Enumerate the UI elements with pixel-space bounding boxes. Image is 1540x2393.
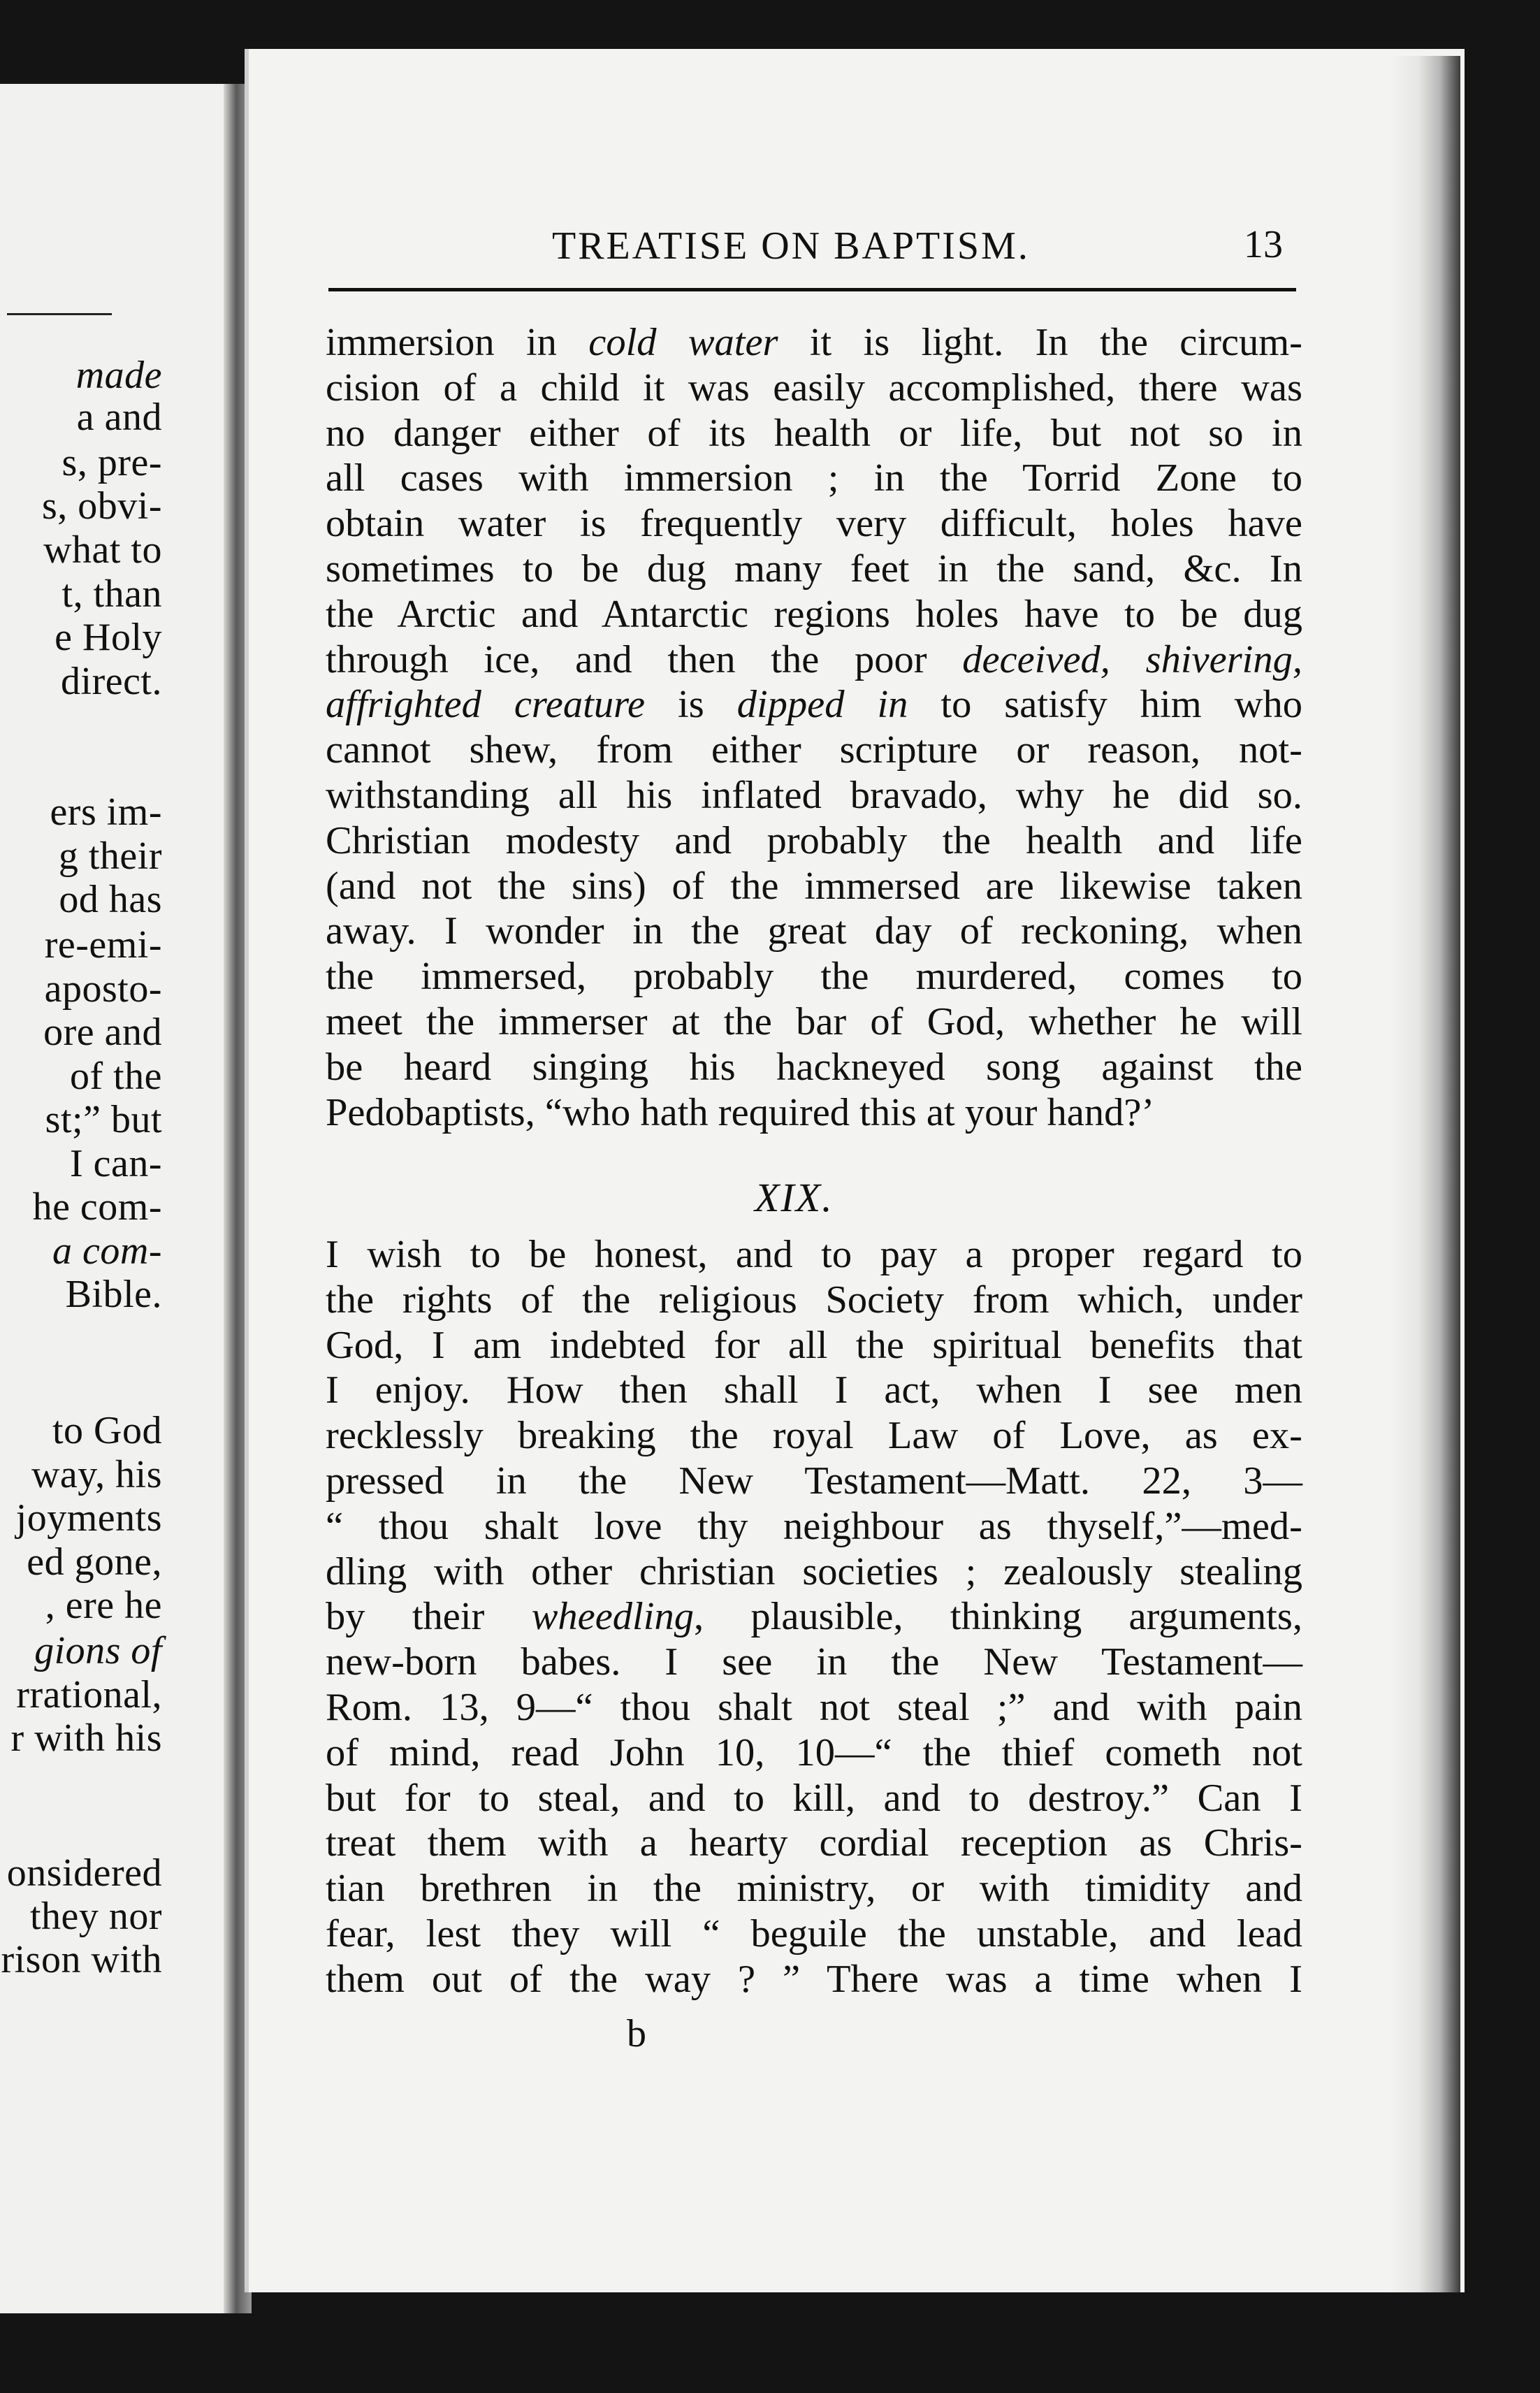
text-run: immersion in [326,321,589,364]
text-run: by their [326,1595,532,1639]
text-line [326,501,1302,546]
text-line [326,1504,1302,1549]
text-run: tian brethren in the ministry, or with timidity and [326,1867,1302,1911]
text-line [326,1911,1302,1956]
text-run: cannot shew, from either scripture or reason, not- [326,728,1302,772]
previous-page-line: e Holy [55,616,162,659]
text-run: it is light. In the circum- [778,321,1302,364]
text-run: Pedobaptists, “who hath required this at your hand?’ [326,1090,1155,1134]
text-run: treat them with a hearty cordial reception as Chris- [326,1821,1302,1865]
previous-page-line: t, than [61,572,162,616]
text-run: the immersed, probably the murdered, comes to [326,955,1302,999]
text-line [326,864,1302,909]
text-line [326,1413,1302,1458]
previous-page-line: , ere he [45,1584,162,1627]
text-line [326,1866,1302,1911]
text-run: God, I am indebted for all the spiritual benefits that [326,1323,1302,1367]
text-run: them out of the way ? ” There was a time when I [326,1957,1302,2001]
text-line [326,320,1302,365]
previous-page-line: r with his [10,1716,162,1760]
text-line [326,411,1302,456]
header-rule [328,288,1296,291]
previous-page-line: ers im- [50,790,162,834]
text-line [326,1640,1302,1684]
previous-page-line: to God [52,1409,162,1452]
text-line [326,1730,1302,1775]
previous-page-line: ore and [43,1011,162,1054]
text-run: , plausible, thinking arguments, [693,1595,1302,1639]
text-line [326,954,1302,999]
text-run: sometimes to be dug many feet in the sand, &c. In [326,547,1302,591]
previous-page-line: way, his [31,1453,162,1496]
text-run: cision of a child it was easily accomplished, there was [326,366,1302,410]
previous-page-header-rule [7,313,112,315]
previous-page-line: ed gone, [27,1540,162,1584]
previous-page-line: they nor [29,1895,162,1938]
text-run: through ice, and then the poor [326,637,963,681]
text-line [326,1090,1302,1135]
previous-page-line: I can- [69,1142,162,1185]
text-line [326,818,1302,863]
text-line [326,1685,1302,1730]
text-run: meet the immerser at the bar of God, whether he will [326,1000,1302,1043]
text-line [326,682,1302,727]
emphasis-text: affrighted creature [326,683,646,727]
previous-page-line: s, pre- [61,441,162,484]
previous-page-line: s, obvi- [42,484,162,528]
previous-page-line: made [75,354,162,397]
previous-page-line: a and [76,396,162,439]
text-run: the rights of the religious Society from which, under [326,1278,1302,1322]
text-run: I enjoy. How then shall I act, when I see men [326,1368,1302,1412]
emphasis-text: deceived, shivering, [962,637,1302,681]
text-run: no danger either of its health or life, but not so in [326,411,1302,455]
previous-page-line: a com- [52,1229,162,1273]
text-line [326,637,1302,682]
text-run: the Arctic and Antarctic regions holes have to be dug [326,592,1302,636]
previous-page-line: of the [69,1055,162,1098]
text-line [326,1323,1302,1368]
previous-page-line: rison with [1,1938,162,1981]
signature-mark: b [627,2012,646,2055]
previous-page-line: what to [43,528,162,572]
previous-page-line: od has [59,878,162,921]
previous-page-line: joyments [15,1496,162,1540]
previous-page-line: onsidered [6,1851,162,1895]
text-line [326,1459,1302,1503]
text-line [326,592,1302,637]
text-run: obtain water is frequently very difficult, holes have [326,502,1302,546]
text-line [326,1368,1302,1412]
text-line [326,999,1302,1044]
running-title: TREATISE ON BAPTISM. [552,224,1030,268]
text-run: but for to steal, and to kill, and to destroy.” Can I [326,1776,1302,1820]
text-line [326,456,1302,500]
text-line [326,1594,1302,1639]
text-line [326,909,1302,953]
previous-page-line: aposto- [44,967,162,1011]
text-run: Rom. 13, 9—“ thou shalt not steal ;” and with pain [326,1686,1302,1729]
section-heading: XIX. [755,1175,834,1220]
text-line [326,1549,1302,1594]
page-edge [1390,56,1460,2292]
text-line [326,1232,1302,1277]
text-run: away. I wonder in the great day of reckoning, when [326,909,1302,953]
text-run: dling with other christian societies ; zealously stealing [326,1549,1302,1593]
text-line [326,728,1302,772]
text-line [326,1821,1302,1865]
text-run: be heard singing his hackneyed song against the [326,1045,1302,1089]
previous-page-line: Bible. [65,1273,162,1316]
text-run: all cases with immersion ; in the Torrid Zone to [326,456,1302,500]
previous-page-line: st;” but [45,1098,162,1141]
text-line [326,773,1302,818]
text-line [326,1776,1302,1821]
text-run: Christian modesty and probably the health and life [326,818,1302,862]
text-run: withstanding all his inflated bravado, why he did so. [326,774,1302,817]
page-number: 13 [1244,223,1283,266]
text-line [326,1045,1302,1090]
text-run: pressed in the New Testament—Matt. 22, 3— [326,1459,1302,1503]
text-run: recklessly breaking the royal Law of Love, as ex- [326,1414,1302,1458]
text-run: (and not the sins) of the immersed are likewise taken [326,864,1302,908]
emphasis-text: dipped in [736,683,908,727]
previous-page-line: he com- [32,1185,162,1229]
text-run: of mind, read John 10, 10—“ the thief cometh not [326,1730,1302,1774]
text-run: fear, lest they will “ beguile the unstable, and lead [326,1912,1302,1955]
emphasis-text: wheedling [531,1595,694,1639]
previous-page-line: re-emi- [44,923,162,967]
emphasis-text: cold water [588,321,778,364]
text-run: is [645,683,737,727]
text-line [326,366,1302,410]
text-run: to satisfy him who [908,683,1302,727]
text-line [326,1278,1302,1322]
text-run: new-born babes. I see in the New Testament— [326,1640,1302,1684]
previous-page-line: gions of [34,1629,162,1672]
previous-page-line: rrational, [16,1673,162,1716]
text-run: “ thou shalt love thy neighbour as thyself,”—med- [326,1504,1302,1548]
text-run: I wish to be honest, and to pay a proper regard to [326,1233,1302,1276]
text-line [326,547,1302,591]
previous-page-line: g their [58,834,162,878]
previous-page-line: direct. [61,660,162,703]
text-line [326,1957,1302,2002]
